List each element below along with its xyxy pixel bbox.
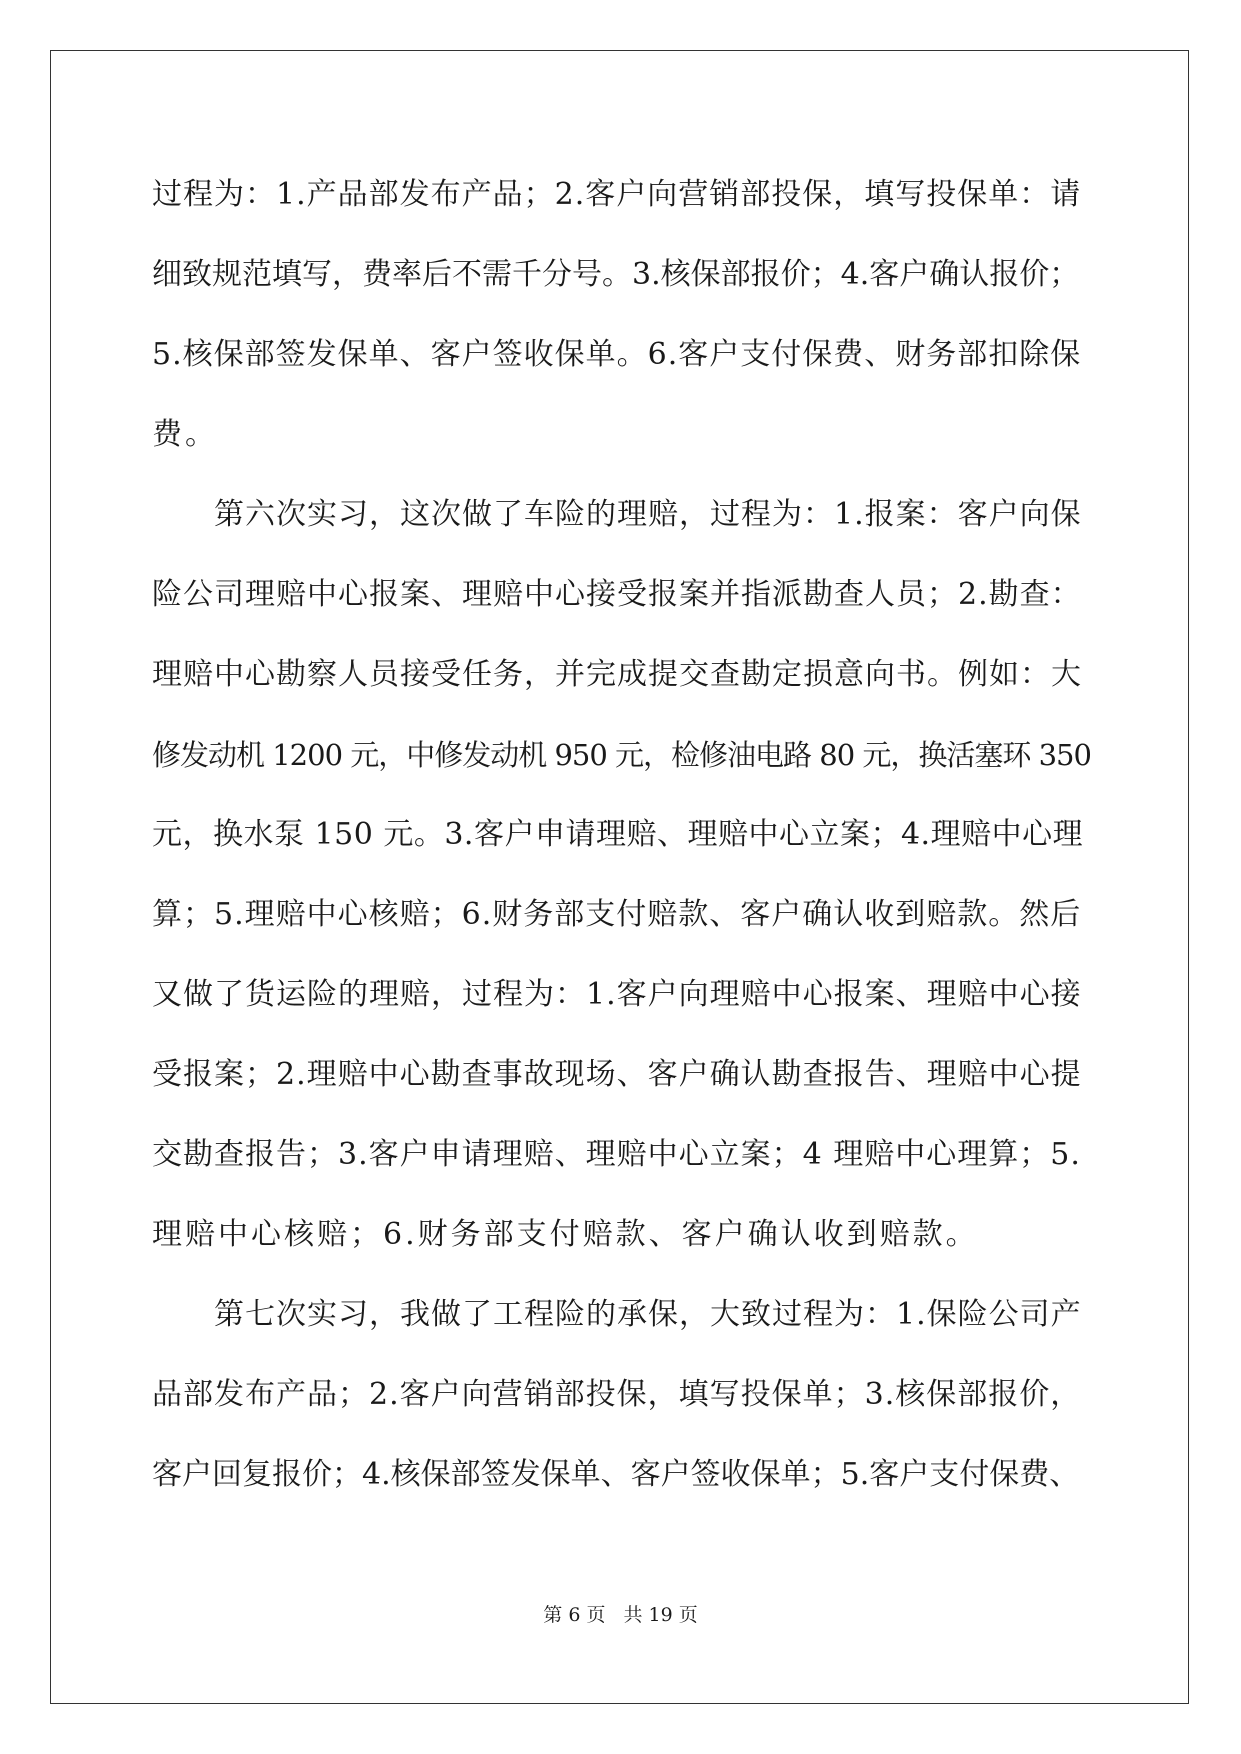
- text-line: 交勘查报告；3.客户申请理赔、理赔中心立案；4 理赔中心理算；5.: [152, 1137, 1081, 1172]
- text-line: 险公司理赔中心报案、理赔中心接受报案并指派勘查人员；2.勘查：: [152, 577, 1082, 612]
- text-line: 品部发布产品；2.客户向营销部投保，填写投保单；3.核保部报价，: [152, 1377, 1082, 1412]
- text-line: 受报案；2.理赔中心勘查事故现场、客户确认勘查报告、理赔中心提: [152, 1057, 1082, 1092]
- text-line: 过程为：1.产品部发布产品；2.客户向营销部投保，填写投保单：请: [152, 177, 1082, 212]
- paragraph-start-line: 第六次实习，这次做了车险的理赔，过程为：1.报案：客户向保: [214, 497, 1082, 532]
- text-line: 理赔中心核赔；6.财务部支付赔款、客户确认收到赔款。: [152, 1217, 979, 1252]
- text-line: 元，换水泵 150 元。3.客户申请理赔、理赔中心立案；4.理赔中心理: [152, 817, 1084, 852]
- document-body: [152, 155, 1090, 1515]
- page-total: 共 19 页: [623, 1604, 698, 1626]
- page-number: 第 6 页: [543, 1604, 606, 1626]
- text-line: 修发动机 1200 元，中修发动机 950 元，检修油电路 80 元，换活塞环 350: [152, 738, 1091, 772]
- text-line: 又做了货运险的理赔，过程为：1.客户向理赔中心报案、理赔中心接: [152, 977, 1082, 1012]
- text-line: 5.核保部签发保单、客户签收保单。6.客户支付保费、财务部扣除保: [152, 337, 1082, 372]
- paragraph-start-line: 第七次实习，我做了工程险的承保，大致过程为：1.保险公司产: [214, 1297, 1082, 1332]
- text-line: 客户回复报价；4.核保部签发保单、客户签收保单；5.客户支付保费、: [152, 1457, 1080, 1492]
- text-line: 细致规范填写，费率后不需千分号。3.核保部报价；4.客户确认报价；: [152, 257, 1080, 292]
- page-footer: [0, 1603, 1241, 1627]
- text-line: 算；5.理赔中心核赔；6.财务部支付赔款、客户确认收到赔款。然后: [152, 897, 1082, 932]
- text-line: 理赔中心勘察人员接受任务，并完成提交查勘定损意向书。例如：大: [152, 657, 1082, 692]
- text-line: 费。: [152, 417, 218, 452]
